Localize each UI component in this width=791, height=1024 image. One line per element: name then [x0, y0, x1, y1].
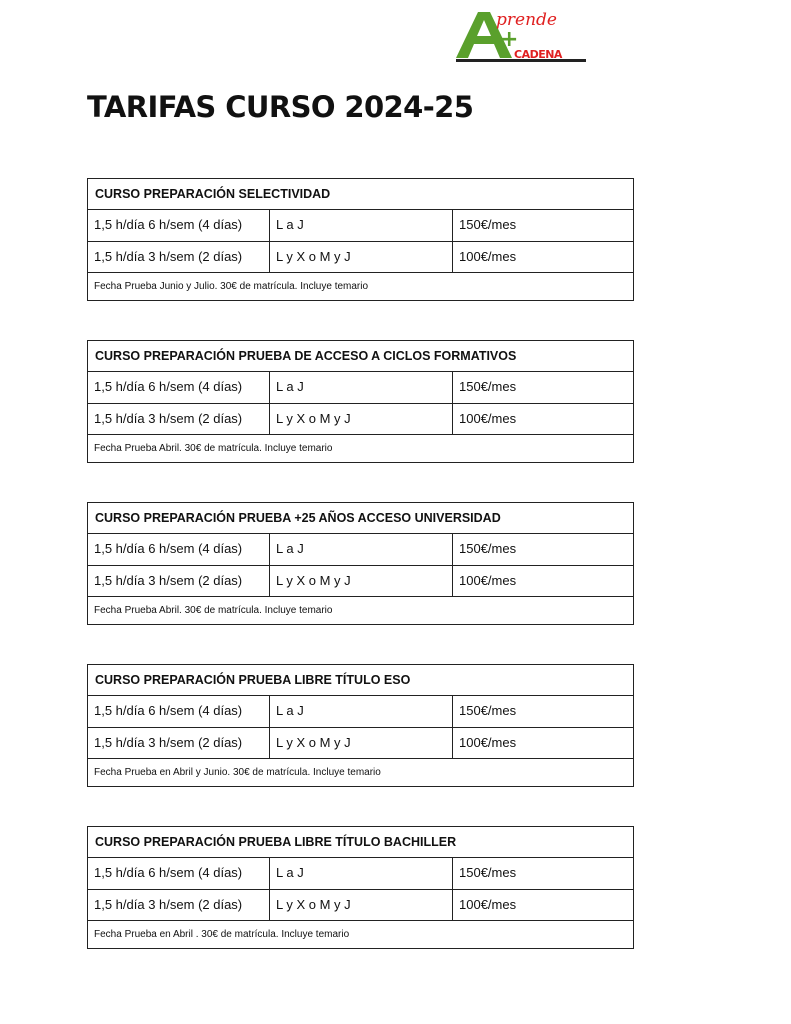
hours-cell: 1,5 h/día 6 h/sem (4 días): [88, 534, 270, 565]
hours-cell: 1,5 h/día 3 h/sem (2 días): [88, 566, 270, 597]
course-heading: CURSO PREPARACIÓN PRUEBA +25 AÑOS ACCESO UNIVERSIDAD: [88, 503, 633, 534]
hours-cell: 1,5 h/día 3 h/sem (2 días): [88, 890, 270, 921]
course-heading: CURSO PREPARACIÓN PRUEBA DE ACCESO A CICLOS FORMATIVOS: [88, 341, 633, 372]
table-row: [88, 696, 633, 728]
table-row: [88, 534, 633, 566]
price-cell: 150€/mes: [459, 703, 517, 718]
table-row: [88, 890, 633, 922]
price-cell: 100€/mes: [459, 248, 517, 264]
course-note: Fecha Prueba en Abril y Junio. 30€ de matrícula. Incluye temario: [94, 767, 381, 778]
hours-cell: 1,5 h/día 3 h/sem (2 días): [88, 404, 270, 435]
table-row: [88, 210, 633, 242]
course-table-mayores-25: [87, 502, 634, 625]
course-table-ciclos-formativos: [87, 340, 634, 463]
days-cell: L y X o M y J: [270, 404, 453, 435]
days-cell: L a J: [270, 696, 453, 727]
page-title: TARIFAS CURSO 2024-25: [87, 90, 474, 124]
logo-text-bottom: CADENA: [514, 48, 562, 61]
course-table-titulo-eso: [87, 664, 634, 787]
hours-cell: 1,5 h/día 6 h/sem (4 días): [88, 372, 270, 403]
days-cell: L y X o M y J: [270, 566, 453, 597]
price-cell: 150€/mes: [459, 379, 517, 394]
course-note: Fecha Prueba Abril. 30€ de matrícula. Incluye temario: [94, 605, 333, 616]
course-heading: CURSO PREPARACIÓN SELECTIVIDAD: [88, 179, 633, 210]
price-cell: 150€/mes: [459, 541, 517, 556]
table-row: [88, 242, 633, 274]
price-cell: 100€/mes: [459, 572, 517, 588]
price-cell: 100€/mes: [459, 734, 517, 750]
hours-cell: 1,5 h/día 6 h/sem (4 días): [88, 210, 270, 241]
price-cell: 100€/mes: [459, 896, 517, 912]
price-cell: 150€/mes: [459, 217, 517, 232]
course-heading: CURSO PREPARACIÓN PRUEBA LIBRE TÍTULO BACHILLER: [88, 827, 633, 858]
course-heading: CURSO PREPARACIÓN PRUEBA LIBRE TÍTULO ESO: [88, 665, 633, 696]
hours-cell: 1,5 h/día 3 h/sem (2 días): [88, 242, 270, 273]
hours-cell: 1,5 h/día 6 h/sem (4 días): [88, 696, 270, 727]
table-row: [88, 372, 633, 404]
price-cell: 100€/mes: [459, 410, 517, 426]
price-cell: 150€/mes: [459, 865, 517, 880]
course-note: Fecha Prueba Abril. 30€ de matrícula. Incluye temario: [94, 443, 333, 454]
days-cell: L a J: [270, 858, 453, 889]
table-row: [88, 858, 633, 890]
days-cell: L a J: [270, 210, 453, 241]
days-cell: L a J: [270, 372, 453, 403]
course-table-titulo-bachiller: [87, 826, 634, 949]
hours-cell: 1,5 h/día 6 h/sem (4 días): [88, 858, 270, 889]
table-row: [88, 404, 633, 436]
course-note: Fecha Prueba en Abril . 30€ de matrícula. Incluye temario: [94, 929, 350, 940]
aprende-mas-logo: [452, 6, 592, 64]
course-table-selectividad: [87, 178, 634, 301]
days-cell: L y X o M y J: [270, 728, 453, 759]
logo-plus-sign: +: [500, 27, 519, 52]
days-cell: L y X o M y J: [270, 890, 453, 921]
logo-text-top: prende: [496, 10, 557, 30]
table-row: [88, 566, 633, 598]
hours-cell: 1,5 h/día 3 h/sem (2 días): [88, 728, 270, 759]
days-cell: L y X o M y J: [270, 242, 453, 273]
table-row: [88, 728, 633, 760]
course-note: Fecha Prueba Junio y Julio. 30€ de matrícula. Incluye temario: [94, 281, 369, 292]
days-cell: L a J: [270, 534, 453, 565]
